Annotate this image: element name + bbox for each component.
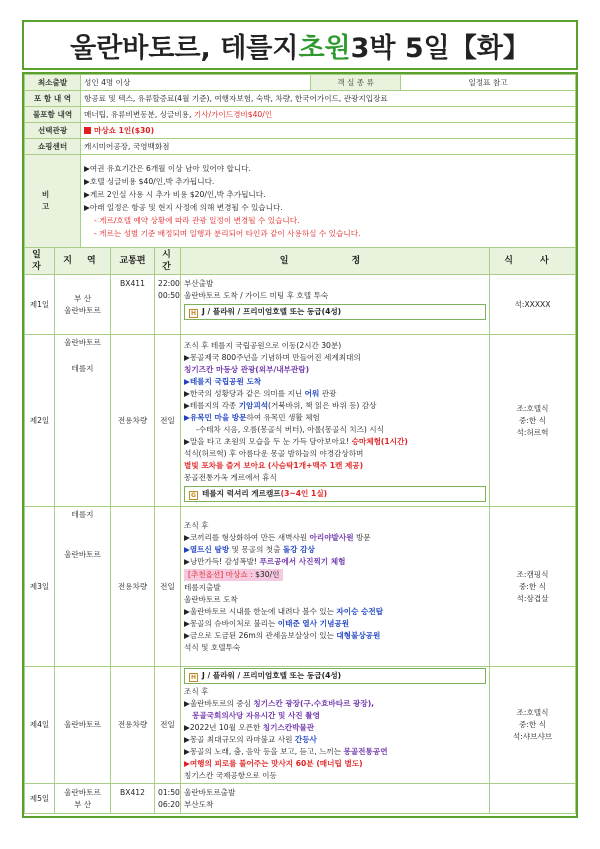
meal-cell — [490, 667, 576, 784]
note-line: ▶호텔 싱글비용 $40/인,박 추가됩니다. — [84, 177, 215, 186]
region-text: 부 산 — [73, 293, 92, 303]
schedule-line: 울란바토르출발 — [184, 787, 236, 797]
schedule-line: 울란바토르 도착 / 가이드 미팅 후 호텔 투숙 — [184, 291, 329, 300]
text: 푸르공에서 사진찍기 체험 — [259, 556, 346, 566]
room-label: 객 실 종 류 — [311, 75, 401, 91]
text: ▶울란바토르의 중심 — [184, 699, 254, 708]
region-cell — [55, 275, 111, 335]
hotel-text: 테를지 럭셔리 게르캠프 — [202, 488, 281, 498]
text: ▶한국의 성황당과 같은 의미를 지닌 — [184, 388, 305, 398]
transport-text: 전용차량 — [111, 335, 155, 507]
page-title — [22, 20, 578, 70]
day-label: 제4일 — [25, 667, 55, 784]
title-prefix: 울란바토르, 테를지 — [70, 32, 299, 64]
text: 이태준 열사 기념공원 — [277, 618, 350, 628]
hotel-icon: G — [189, 491, 198, 500]
text: ▶울란바토르 시내를 한눈에 내려다 볼수 있는 — [184, 606, 337, 616]
schedule-line: ▶여행의 피로를 풀어주는 맛사지 60분 (매너팁 별도) — [184, 759, 363, 768]
time-text: 01:50 — [158, 787, 180, 797]
text: ▶유목민 마을 방문 — [184, 412, 247, 422]
text: [추천옵션] 마상쇼 : — [188, 569, 256, 579]
schedule-line: 석식(허르헉) 후 아름다운 몽골 밤하늘의 야경감상하며 — [184, 448, 364, 458]
text: 관광 — [319, 388, 337, 398]
text: 자이승 승전탑 — [336, 606, 384, 616]
text: 승마체험(1시간) — [351, 436, 408, 446]
meal-text: 중:한 식 — [519, 720, 546, 729]
text: 돌강 감상 — [282, 544, 315, 554]
day-row — [25, 335, 576, 507]
region-text: 테를지 — [71, 364, 94, 373]
schedule-line: 별빛 포차를 즐겨 보아요 (사슴탁1개+맥주 1캔 제공) — [184, 460, 364, 470]
schedule-line: 조식 후 — [184, 687, 209, 696]
text: ▶금으로 도금된 26m의 관세음보살상이 있는 — [184, 630, 337, 640]
schedule-cell — [181, 784, 490, 814]
schedule-line — [184, 734, 486, 746]
schedule-line — [184, 544, 486, 556]
region-cell — [55, 335, 111, 507]
region-text: 울란바토르 — [64, 305, 101, 315]
meal-text: 조:캠핑식 — [516, 569, 549, 579]
schedule-line — [184, 746, 486, 758]
schedule-line: 칭기즈칸 마동상 관광(외부/내부관람) — [184, 364, 310, 374]
schedule-line: 몽골국회의사당 자유시간 및 사진 촬영 — [192, 711, 320, 720]
text: 아리야발사원 — [309, 532, 354, 542]
meal-cell — [490, 784, 576, 814]
text: 간등사 — [294, 735, 317, 744]
room-value: 일정표 참고 — [401, 75, 576, 91]
text: 칭기스칸박물관 — [262, 723, 315, 732]
header-time: 시 간 — [155, 248, 181, 275]
min-label: 최소출발 — [25, 75, 81, 91]
hotel-box — [184, 304, 486, 320]
title-suffix: 3박 5일【화】 — [350, 32, 530, 64]
meal-text: 석:XXXXX — [490, 275, 576, 335]
schedule-line — [184, 400, 486, 412]
min-value: 성인 4명 이상 — [81, 75, 311, 91]
schedule-line — [184, 532, 486, 544]
incl-label: 포 함 내 역 — [25, 91, 81, 107]
transport-text: 전용차량 — [111, 507, 155, 667]
itinerary-page — [22, 20, 578, 830]
meal-text: 석:삼겹살 — [516, 593, 549, 603]
schedule-cell — [181, 335, 490, 507]
text: ▶열트신 탐방 — [184, 544, 230, 554]
hotel-text: J / 플라워 / 프리미엄호텔 또는 동급(4성) — [202, 307, 342, 316]
itinerary-sheet — [22, 72, 578, 818]
schedule-line: 몽골전통가옥 게르에서 휴식 — [184, 472, 277, 482]
shop-label: 쇼핑센터 — [25, 139, 81, 155]
schedule-line: ▶몽골제국 800주년을 기념하며 만들어진 세계최대의 — [184, 352, 361, 362]
excl-text: 매너팁, 유류비변동분, 싱글비용, — [84, 109, 194, 119]
transport-text: 전용차량 — [111, 667, 155, 784]
schedule-line: 부산도착 — [184, 799, 214, 809]
shop-value: 캐시미어공장, 국영백화점 — [81, 139, 576, 155]
note-line: ▶게르 2인실 사용 시 추가 비용 $20/인,박 추가됩니다. — [84, 190, 266, 199]
time-text: 전일 — [155, 667, 181, 784]
header-day: 일 자 — [25, 248, 55, 275]
schedule-line — [184, 412, 486, 424]
note-label: 비 고 — [25, 155, 81, 248]
hotel-box — [184, 668, 486, 684]
region-text: 울란바토르 — [55, 667, 111, 784]
hotel-box — [184, 486, 486, 502]
time-text: 00:50 — [158, 291, 180, 300]
text: ▶말을 타고 초원의 모습을 두 눈 가득 담아보아요! — [184, 436, 352, 446]
header-schedule: 일 정 — [181, 248, 490, 275]
schedule-line — [184, 556, 486, 568]
text: ▶테를지의 각종 — [184, 400, 239, 410]
time-text: 전일 — [155, 507, 181, 667]
excl-value — [81, 107, 576, 123]
day-row — [25, 507, 576, 667]
schedule-line: 칭기스칸 국제공항으로 이동 — [184, 771, 277, 780]
region-cell — [55, 784, 111, 814]
region-text: 부 산 — [73, 799, 92, 809]
hotel-text: J / 플라워 / 프리미엄호텔 또는 동급(4성) — [202, 671, 342, 680]
note-red-line: - 게르/호텔 예약 상황에 따라 관광 일정이 변경될 수 있습니다. — [94, 216, 300, 225]
schedule-line: ▶테를지 국립공원 도착 — [184, 376, 262, 386]
text: ▶2022년 10월 오픈한 — [184, 723, 263, 732]
schedule-table — [24, 247, 576, 814]
meal-text: 조:호텔식 — [516, 708, 549, 717]
schedule-cell — [181, 507, 490, 667]
schedule-line — [184, 722, 486, 734]
day-label: 제2일 — [25, 335, 55, 507]
text: (구.수흐바타르 광장), — [300, 699, 375, 708]
text: 어워 — [304, 388, 320, 398]
note-line: ▶여권 유효기간은 6개월 이상 남아 있어야 합니다. — [84, 164, 251, 173]
schedule-line: 울란바토르 도착 — [184, 594, 238, 604]
header-region: 지 역 — [55, 248, 111, 275]
time-text: 22:00 — [158, 279, 180, 288]
schedule-line: 조식 후 — [184, 520, 209, 530]
hotel-text: (3~4인 1실) — [280, 488, 328, 498]
day-row — [25, 275, 576, 335]
schedule-line: 부산출발 — [184, 279, 214, 288]
time-cell — [155, 784, 181, 814]
day-row — [25, 784, 576, 814]
time-text: 전일 — [155, 335, 181, 507]
opt-text: 마상쇼 1인($30) — [94, 125, 155, 135]
note-line: ▶아래 일정은 항공 및 현지 사정에 의해 변경될 수 있습니다. — [84, 203, 283, 212]
red-square-icon — [84, 127, 91, 134]
title-highlight: 초원 — [298, 32, 351, 64]
meal-text: 조:호텔식 — [516, 403, 549, 413]
region-text: 테를지 — [71, 510, 94, 519]
meal-cell — [490, 335, 576, 507]
excl-red-text: 기사/가이드경비$40/인 — [193, 109, 273, 119]
schedule-line: -수테차 시음, 오름(몽골식 버터), 아롤(몽골식 치즈) 시식 — [196, 424, 384, 434]
transport-text: BX411 — [111, 275, 155, 335]
schedule-line — [184, 436, 486, 448]
text: ▶낭만가득! 감성폭발! — [184, 556, 260, 566]
text: 방문 — [353, 532, 371, 542]
note-red-line: - 게르는 성별 기준 배정되며 일행과 분리되어 타인과 같이 사용하실 수 있습니다. — [94, 229, 361, 238]
text: 몽골전통공연 — [343, 747, 388, 756]
schedule-cell — [181, 667, 490, 784]
incl-value: 항공료 및 텍스, 유류할증료(4월 기준), 여행자보험, 숙박, 차량, 한국어가이드, 관광지입장료 — [81, 91, 576, 107]
schedule-line: 테를지출발 — [184, 582, 221, 592]
meal-text: 중:한 식 — [519, 415, 546, 425]
text: 칭기스칸 광장 — [253, 699, 301, 708]
region-text: 울란바토르 — [64, 338, 101, 347]
schedule-line: 석식 및 호텔투숙 — [184, 642, 241, 652]
time-cell — [155, 275, 181, 335]
schedule-line — [184, 618, 486, 630]
day-label: 제1일 — [25, 275, 55, 335]
schedule-line — [184, 388, 486, 400]
meal-text: 석:샤브샤브 — [512, 732, 553, 741]
info-table — [24, 74, 576, 248]
text: ▶몽골의 노래, 춤, 음악 등을 보고, 듣고, 느끼는 — [184, 747, 344, 756]
note-value — [81, 155, 576, 248]
text: 하여 유목민 생활 체험 — [246, 412, 320, 422]
schedule-cell — [181, 275, 490, 335]
schedule-line — [184, 606, 486, 618]
text: ▶몽골의 슈바이처로 불리는 — [184, 618, 278, 628]
meal-text: 중:한 식 — [519, 581, 546, 591]
text: 기암괴석 — [238, 400, 269, 410]
transport-text: BX412 — [111, 784, 155, 814]
header-meal: 식 사 — [490, 248, 576, 275]
excl-label: 불포함 내역 — [25, 107, 81, 123]
schedule-line: 조식 후 테를지 국립공원으로 이동(2시간 30분) — [184, 340, 342, 350]
hotel-icon: H — [190, 674, 197, 681]
header-transport: 교통편 — [111, 248, 155, 275]
meal-text: 석:허르헉 — [516, 427, 549, 437]
schedule-line — [184, 698, 486, 710]
schedule-line — [184, 630, 486, 642]
text: ▶몽골 최대규모의 라마불교 사원 — [184, 735, 295, 744]
region-text: 울란바토르 — [64, 787, 101, 797]
meal-cell — [490, 507, 576, 667]
hotel-icon: H — [190, 310, 197, 317]
region-cell — [55, 507, 111, 667]
day-label: 제5일 — [25, 784, 55, 814]
day-label: 제3일 — [25, 507, 55, 667]
opt-value — [81, 123, 576, 139]
option-line — [184, 569, 486, 581]
text: (거북바위, 책 읽은 바위 등) 감상 — [268, 400, 377, 410]
text: 및 몽골의 첫출 — [229, 544, 283, 554]
text: 대형불상공원 — [336, 630, 381, 640]
text: ▶코끼리를 형상화하여 만든 새벽사원 — [184, 532, 310, 542]
day-row — [25, 667, 576, 784]
time-text: 06:20 — [158, 799, 180, 809]
opt-label: 선택관광 — [25, 123, 81, 139]
option-highlight — [184, 569, 283, 581]
text: $30/인 — [255, 569, 280, 579]
region-text: 울란바토르 — [64, 550, 101, 559]
